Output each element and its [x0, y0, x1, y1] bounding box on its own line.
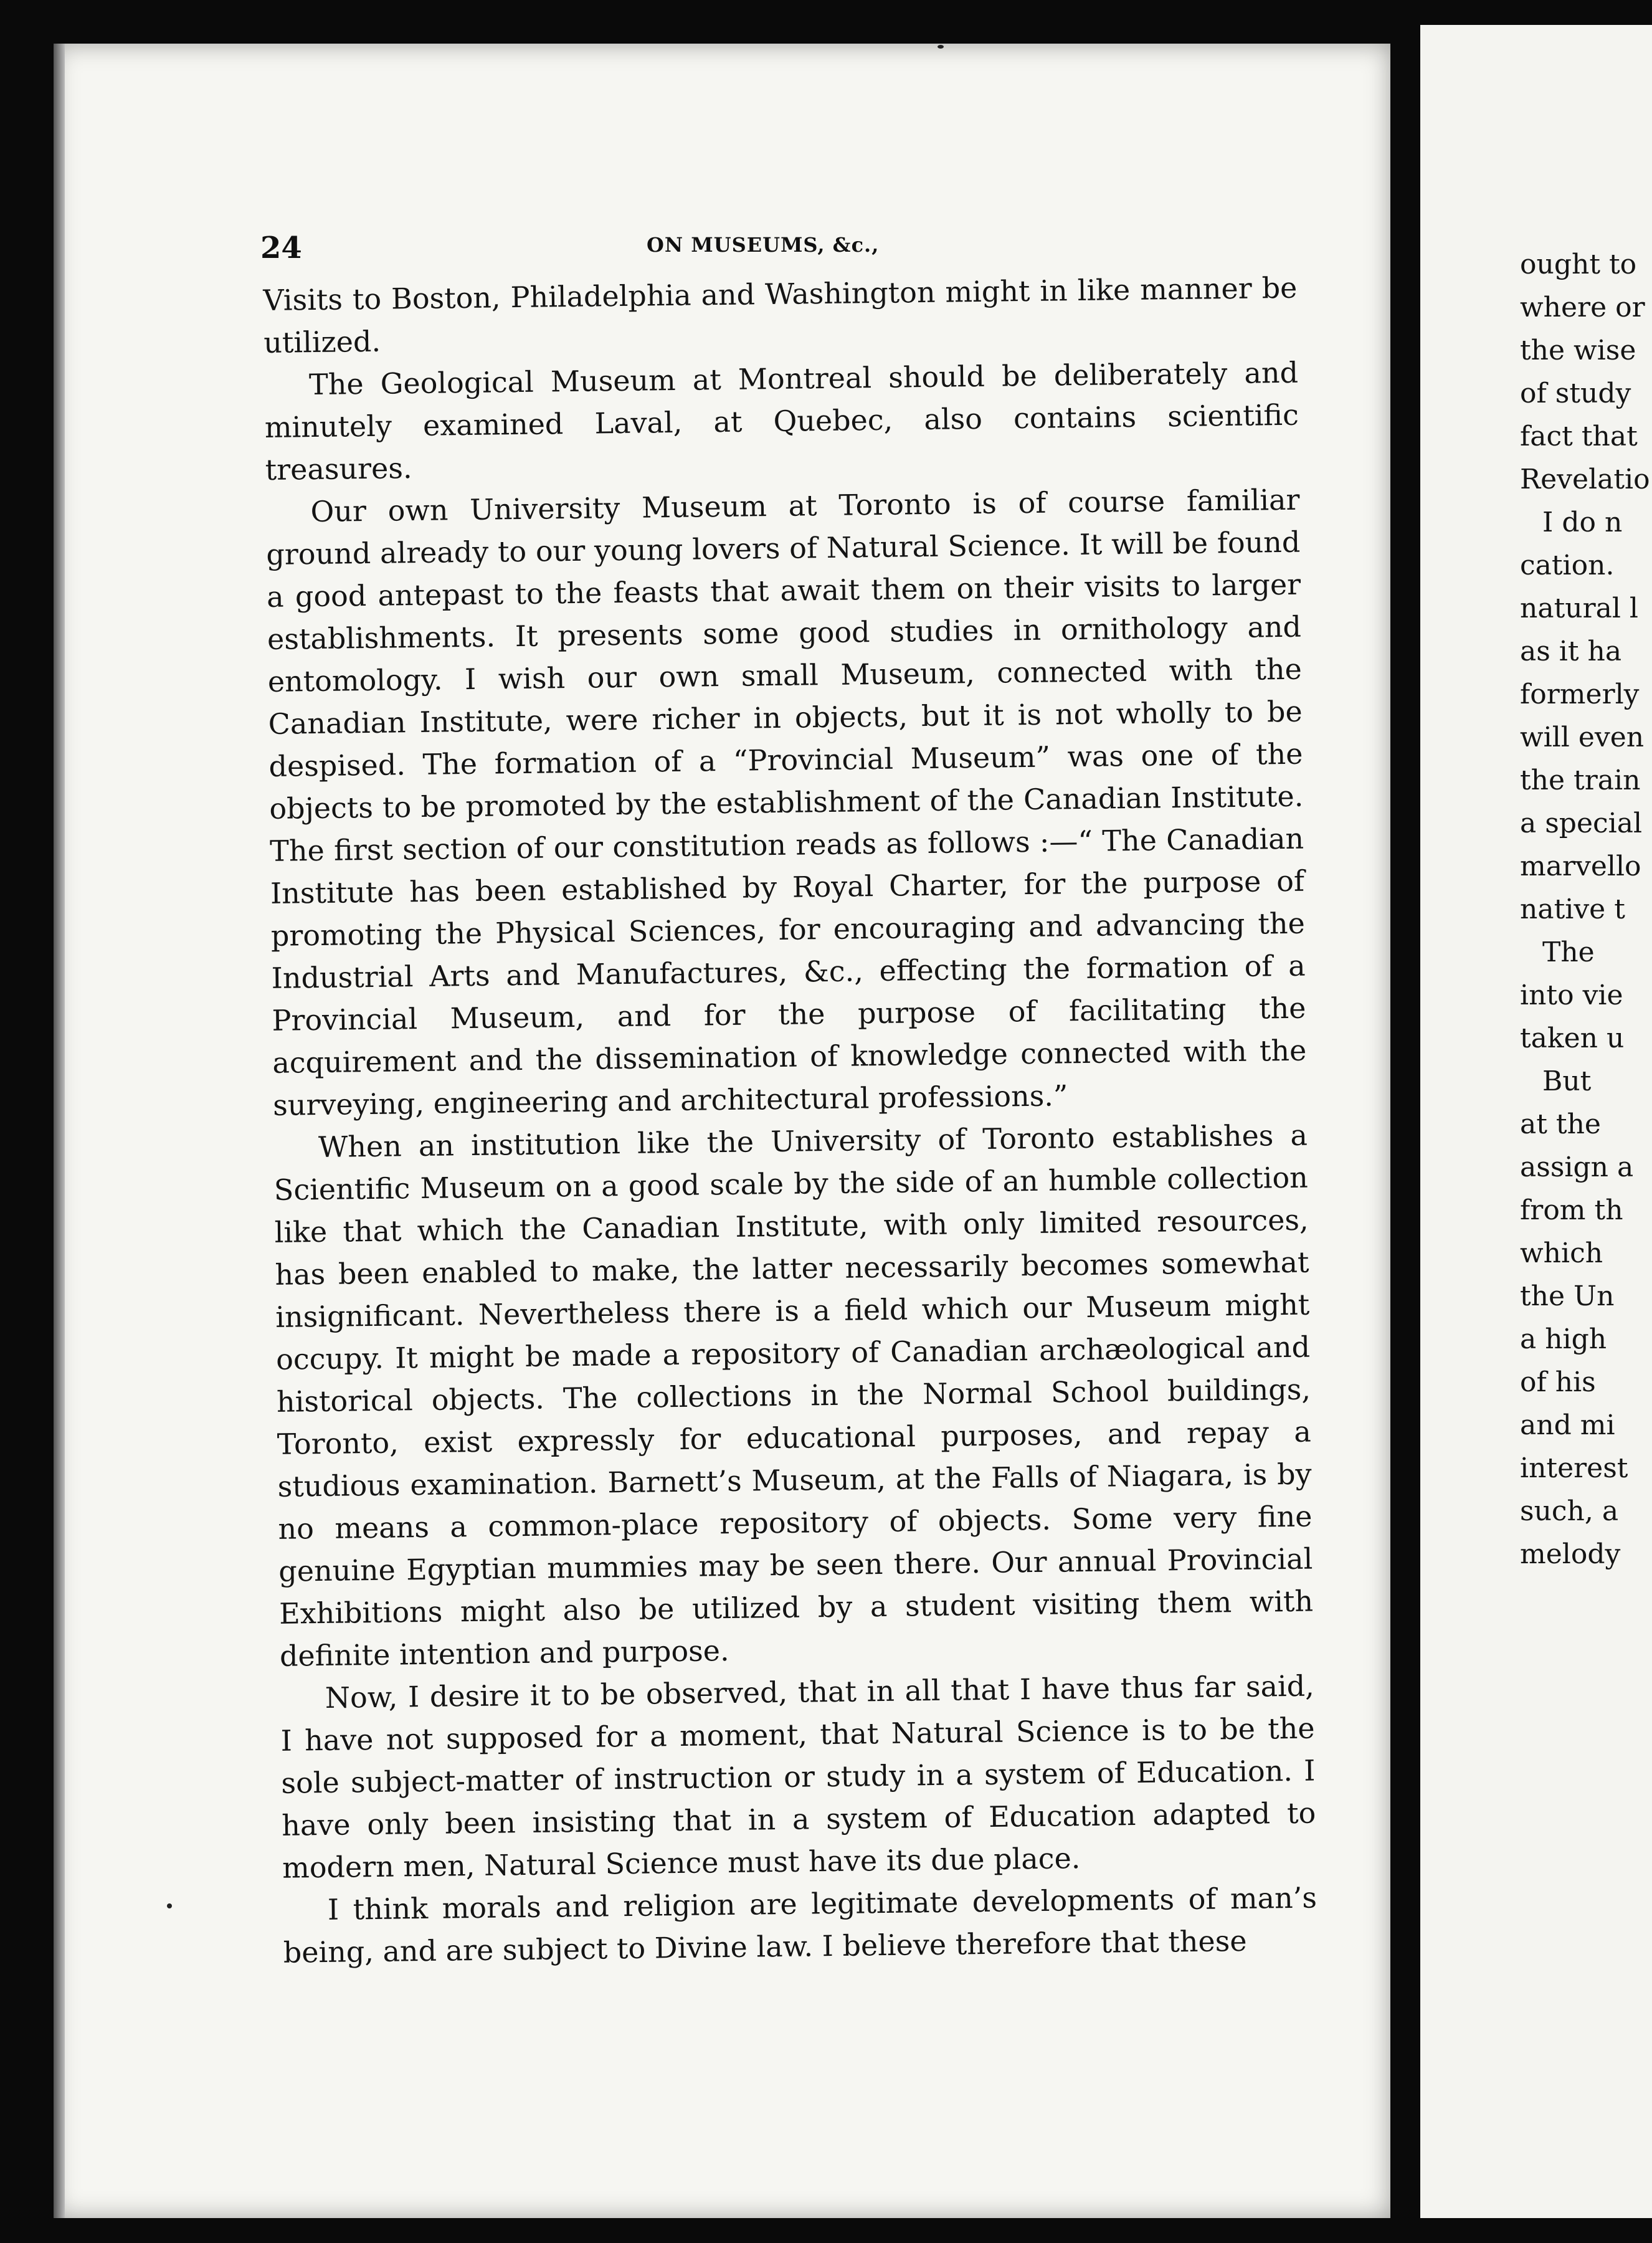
right-page-line: taken u	[1520, 1022, 1625, 1054]
right-page-line: The	[1542, 936, 1595, 968]
right-page-line: interest	[1520, 1452, 1628, 1484]
right-page-line: fact that	[1520, 421, 1638, 452]
right-page-line: from th	[1520, 1194, 1623, 1226]
page-header	[260, 231, 1294, 268]
page-gutter	[1390, 0, 1420, 2243]
paragraph: Now, I desire it to be observed, that in all that I have thus far said, I have not supposed for a moment, that Natural Science is to be the sole subject-matter of instruction or study in a system of Education. I have only been insisting that in a system of Education adapted to modern men, Natural Science must have its due place.	[280, 1669, 1316, 1885]
right-page-line: a special	[1520, 807, 1643, 839]
paragraph: I think morals and religion are legitimate developments of man’s being, and are subject to Divine law. I believe therefore that these	[283, 1880, 1317, 1969]
right-page-line: where or	[1520, 292, 1645, 323]
right-page-line: of study	[1520, 378, 1631, 409]
right-page-line: assign a	[1520, 1151, 1634, 1183]
right-page-line: ought to	[1520, 249, 1637, 280]
running-head: ON MUSEUMS, &c.,	[647, 233, 880, 257]
right-page-line: of his	[1520, 1366, 1596, 1398]
right-page-line: the wise	[1520, 335, 1636, 366]
right-page-line: the Un	[1520, 1280, 1615, 1312]
body-text	[263, 267, 1317, 1974]
right-page-line: into vie	[1520, 979, 1623, 1011]
right-page-line: Revelatio	[1520, 464, 1650, 495]
right-page-line: and mi	[1520, 1409, 1615, 1441]
right-page-line: cation.	[1520, 550, 1615, 581]
right-page-line: I do n	[1542, 507, 1623, 538]
paragraph: The Geological Museum at Montreal should be deliberately and minutely examined Laval, at Quebec, also contains scientific treasures.	[264, 355, 1299, 487]
right-page-line: such, a	[1520, 1495, 1619, 1527]
right-page-line: native t	[1520, 893, 1625, 925]
right-page-line: But	[1542, 1065, 1592, 1097]
right-page-line: melody	[1520, 1538, 1621, 1570]
ink-speck	[167, 1903, 172, 1908]
right-page-line: marvello	[1520, 850, 1641, 882]
paragraph: Visits to Boston, Philadelphia and Washington might in like manner be utilized.	[263, 270, 1298, 360]
right-page-line: formerly	[1520, 679, 1640, 710]
right-page-line: a high	[1520, 1323, 1607, 1355]
right-page-line: at the	[1520, 1108, 1601, 1140]
page-edge-shadow	[54, 44, 65, 2218]
ink-speck	[938, 45, 944, 49]
right-page-line: as it ha	[1520, 636, 1622, 667]
right-page-text	[1520, 243, 1652, 1589]
right-page-line: the train	[1520, 764, 1641, 796]
page-number: 24	[260, 231, 302, 265]
paragraph: When an institution like the University of Toronto establishes a Scientific Museum on a good scale by the side of an humble collection like that which the Canadian Institute, with only limited resources, has been enabled to make, the latter necessarily becomes somewhat insignificant. Nevertheless there is a field which our Museum might occupy. It might be made a repository of Canadian archæological and historical objects. The collections in the Normal School buildings, Toronto, exist expressly for educational purposes, and repay a studious examination. Barnett’s Museum, at the Falls of Niagara, is by no means a common-place repository of objects. Some very fine genuine Egyptian mummies may be seen there. Our annual Provincial Exhibitions might also be utilized by a student visiting them with definite intention and purpose.	[273, 1118, 1314, 1673]
right-page-line: will even	[1520, 721, 1645, 753]
right-page-line: natural l	[1520, 593, 1638, 624]
paragraph: Our own University Museum at Toronto is of course familiar ground already to our young lovers of Natural Science. It will be found a good antepast to the feasts that await them on their visits to larger establishments. It presents some good studies in ornithology and entomology. I wish our own small Museum, connected with the Canadian Institute, were richer in objects, but it is not wholly to be despised. The formation of a “Provincial Museum” was one of the objects to be promoted by the establishment of the Canadian Institute. The first section of our constitution reads as follows :—“ The Canadian Institute has been established by Royal Charter, for the purpose of promoting the Physical Sciences, for encouraging and advancing the Industrial Arts and Manufactures, &c., effecting the formation of a Provincial Museum, and for the purpose of facilitating the acquirement and the dissemination of knowledge connected with the surveying, engineering and architectural professions.”	[266, 482, 1307, 1122]
right-page-line: which	[1520, 1237, 1603, 1269]
